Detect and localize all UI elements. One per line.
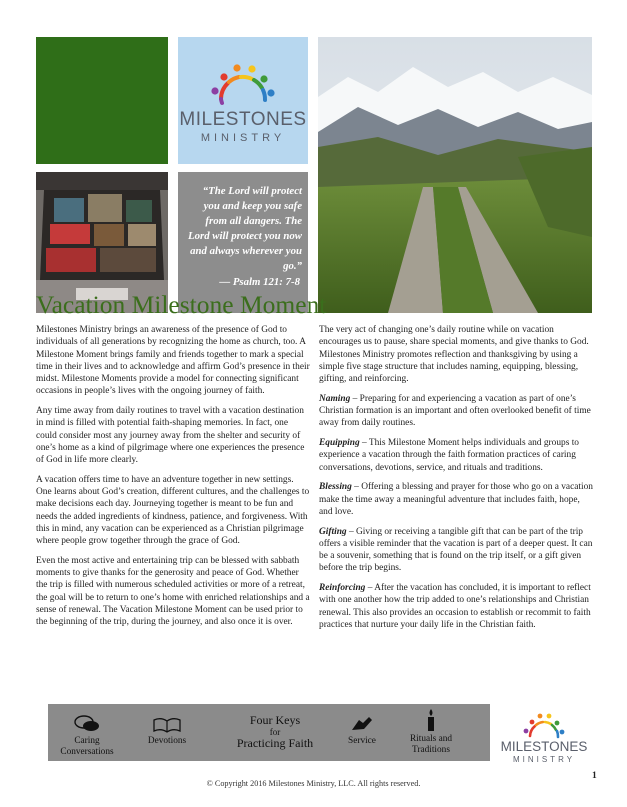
left-paragraph-4: Even the most active and entertaining trip can be blessed with sabbath moments to give thanks for the generosity and peace of God. Whether the trip is filled with numerous scheduled activities or more of a retreat, the goal will be to return to one’s home with enriched relationships and a sense of renewal. The Vacation Milestone Moment can be used prior to the beginning of the trip, during the journey, and also once it is over.	[36, 555, 310, 627]
key-label: Rituals and Traditions	[409, 734, 453, 755]
four-keys-title	[228, 714, 322, 750]
key-caring-conversations	[56, 714, 118, 757]
mountain-road-photo	[318, 37, 592, 313]
stage-text: – Offering a blessing and prayer for those who go on a vacation make the time away a meaningful adventure that includes faith, hope, and love.	[319, 482, 593, 517]
stage-blessing	[319, 481, 594, 518]
page-title: Vacation Milestone Moment	[36, 290, 327, 319]
open-book-icon	[152, 716, 182, 734]
milestones-logo-panel	[178, 37, 308, 164]
stage-term: Naming	[319, 393, 351, 404]
copyright: © Copyright 2016 Milestones Ministry, LLC. All rights reserved.	[206, 779, 421, 788]
right-intro: The very act of changing one’s daily routine while on vacation encourages us to pause, share special moments, and give thanks to God. Milestones Ministry promotes reflection and thanksgiving by using a simple five stage structure that includes naming, equipping, blessing, gifting, and reinforcing.	[319, 325, 589, 384]
footer-logo-subtitle: MINISTRY	[512, 755, 576, 764]
stage-reinforcing	[319, 582, 594, 631]
left-paragraph-3: A vacation offers time to have an adventure together in new settings. One learns about God’s creation, different cultures, and the challenges to make decisions each day. Journeying together is meant to be fun and needs the added ingredients of kindness, patience, and forgiveness. With this in mind, any vacation can be experienced as a Christian pilgrimage where people grow together through the grace of God.	[36, 474, 310, 546]
stage-term: Gifting	[319, 526, 347, 537]
key-rituals-traditions	[400, 708, 462, 755]
stage-naming	[319, 393, 594, 430]
candle-icon	[424, 708, 438, 732]
key-service	[336, 714, 388, 747]
stage-text: – Preparing for and experiencing a vacation as part of one’s Christian formation is an important and often overlooked benefit of time away from daily routines.	[319, 393, 591, 429]
left-column	[36, 324, 311, 636]
key-label: Devotions	[147, 736, 187, 746]
four-keys-title-line2: Practicing Faith	[236, 736, 314, 750]
four-keys-bar	[48, 704, 490, 761]
four-keys-title-for: for	[269, 727, 281, 737]
left-paragraph-2: Any time away from daily routines to travel with a vacation destination in mind is filled with potential faith-shaping memories. In fact, one could consider most any journey away from the shelter and security of one’s home as a kind of pilgrimage where one experiences the presence of God in life more clearly.	[36, 406, 305, 465]
stage-text: – Giving or receiving a tangible gift that can be part of the trip offers a visible reminder that the vacation is part of a deeper quest. It can be a souvenir, something that is found on the trip itself, or a gift given before the trip begins.	[319, 526, 593, 574]
stage-term: Blessing	[319, 482, 352, 493]
key-devotions	[136, 716, 198, 747]
stage-gifting	[319, 526, 594, 575]
logo-subtitle: MINISTRY	[200, 132, 286, 144]
key-label: Service	[348, 736, 376, 746]
footer-logo	[497, 706, 591, 766]
quote-reference: — Psalm 121: 7-8	[219, 276, 300, 288]
stage-term: Equipping	[319, 438, 360, 448]
four-keys-title-line1: Four Keys	[249, 713, 301, 727]
logo-wordmark: MILESTONES	[179, 109, 307, 130]
stage-text: – This Milestone Moment helps individuals and groups to experience a vacation through the faith formation practices of caring conversations, devotions, service, and rituals and traditions.	[319, 438, 579, 473]
stage-text: – After the vacation has concluded, it is important to reflect with one another how the trip added to one’s relationships and Christian renewal. This also provides an occasion to establish or recommit to faith practices that nurture your daily life in the Christian faith.	[319, 583, 591, 630]
green-color-block	[36, 37, 168, 164]
left-paragraph-1: Milestones Ministry brings an awareness of the presence of God to individuals of all generations by recognizing the home as church, too. A Milestone Moment brings family and friends together to mark a special time in their lives and to acknowledge and affirm God’s presence in their midst. Milestone Moments provide a model for connecting significant occasions in people’s lives with the ongoing journey of faith.	[36, 325, 310, 397]
right-column	[319, 324, 594, 639]
helping-hands-icon	[349, 714, 375, 734]
quote-text: “The Lord will protect you and keep you safe from all dangers. The Lord will protect you now and always wherever you go.”	[188, 185, 302, 272]
footer-logo-wordmark: MILESTONES	[500, 739, 588, 754]
rainbow-people-icon	[178, 37, 308, 164]
stage-term: Reinforcing	[319, 583, 366, 593]
page-number: 1	[592, 771, 597, 781]
speech-bubbles-icon	[73, 714, 101, 734]
key-label: Caring Conversations	[60, 736, 114, 757]
rainbow-people-icon	[497, 706, 591, 742]
stage-equipping	[319, 437, 594, 474]
